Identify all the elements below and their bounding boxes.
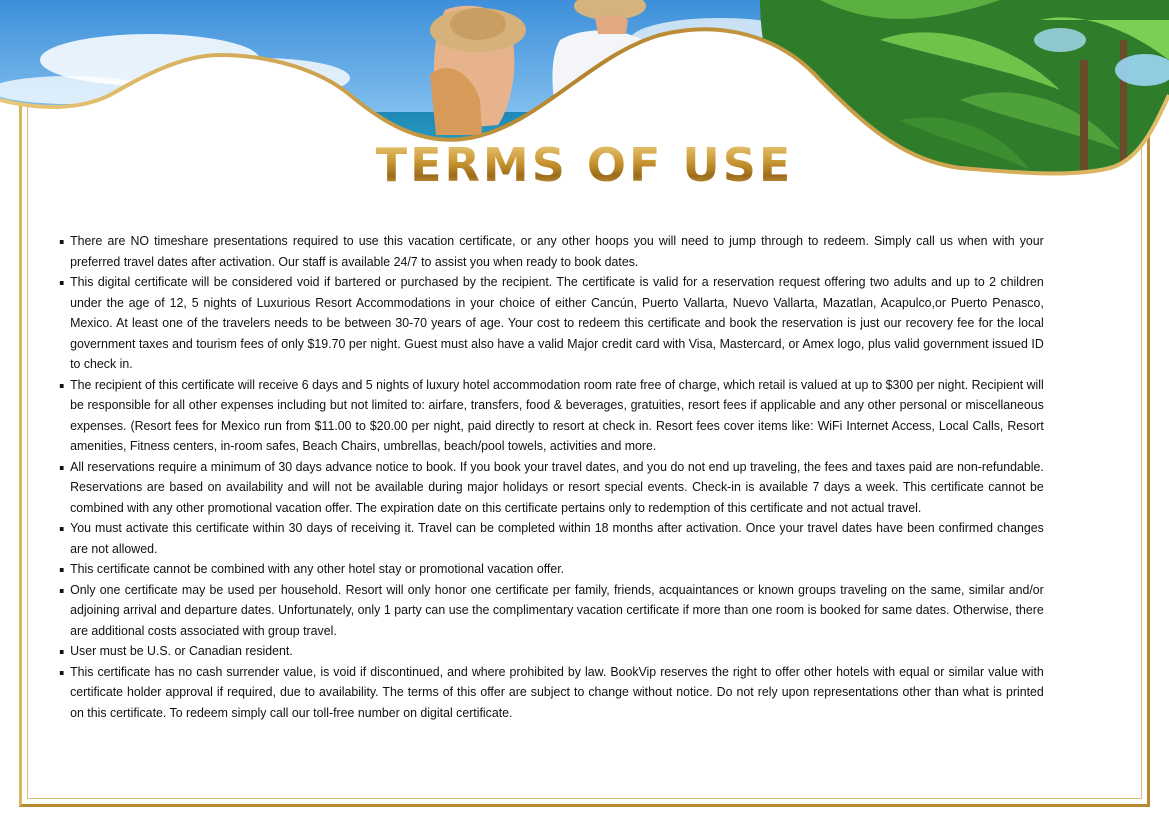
list-item: There are NO timeshare presentations required to use this vacation certificate, or any other hoops you will need to jump through to redeem. Simply call us when with your preferred travel dates after activation. Our staff is available 24/7 to assist you when ready to book dates. (58, 231, 1044, 272)
beach-hero-image (0, 0, 1169, 240)
list-item: Only one certificate may be used per household. Resort will only honor one certificate per family, friends, acquaintances or known groups traveling on the same, similar and/or adjoining arrival and departure dates. Unfortunately, only 1 party can use the complimentary vacation certificate if more than one room is booked for same dates. Otherwise, there are additional costs associated with group travel. (58, 580, 1044, 642)
list-item: This digital certificate will be considered void if bartered or purchased by the recipient. The certificate is valid for a reservation request offering two adults and up to 2 children under the age of 12, 5 nights of Luxurious Resort Accommodations in your choice of either Cancún, Puerto Vallarta, Nuevo Vallarta, Mazatlan, Acapulco,or Puerto Penasco, Mexico. At least one of the travelers needs to be between 30-70 years of age. Your cost to redeem this certificate and book the reservation is just our recovery fee for the local government taxes and tourism fees of only $19.70 per night. Guest must also have a valid Major credit card with Visa, Mastercard, or Amex logo, plus valid government issued ID to check in. (58, 272, 1044, 375)
list-item: You must activate this certificate within 30 days of receiving it. Travel can be completed within 18 months after activation. Once your travel dates have been confirmed changes are not allowed. (58, 518, 1044, 559)
list-item: All reservations require a minimum of 30 days advance notice to book. If you book your travel dates, and you do not end up traveling, the fees and taxes paid are non-refundable. Reservations are based on availability and will not be available during major holidays or resort special events. Check-in is available 7 days a week. This certificate cannot be combined with any other promotional vacation offer. The expiration date on this certificate pertains only to redemption of this certificate and not actual travel. (58, 457, 1044, 519)
terms-list (58, 231, 1044, 723)
list-item: User must be U.S. or Canadian resident. (58, 641, 1044, 662)
list-item: The recipient of this certificate will receive 6 days and 5 nights of luxury hotel accommodation room rate free of charge, which retail is valued at up to $300 per night. Recipient will be responsible for all other expenses including but not limited to: airfare, transfers, food & beverages, gratuities, resort fees if applicable and any other personal or miscellaneous expenses. (Resort fees for Mexico run from $11.00 to $20.00 per night, paid directly to resort at check in. Resort fees cover items like: WiFi Internet Access, Local Calls, Resort amenities, Fitness centers, in-room safes, Beach Chairs, umbrellas, beach/pool towels, activities and more. (58, 375, 1044, 457)
list-item: This certificate has no cash surrender value, is void if discontinued, and where prohibited by law. BookVip reserves the right to offer other hotels with equal or similar value with certificate holder approval if required, due to availability. The terms of this offer are subject to change without notice. Do not rely upon representations other than what is printed on this certificate. To redeem simply call our toll-free number on digital certificate. (58, 662, 1044, 724)
page-title: TERMS OF USE (0, 138, 1169, 192)
list-item: This certificate cannot be combined with any other hotel stay or promotional vacation offer. (58, 559, 1044, 580)
